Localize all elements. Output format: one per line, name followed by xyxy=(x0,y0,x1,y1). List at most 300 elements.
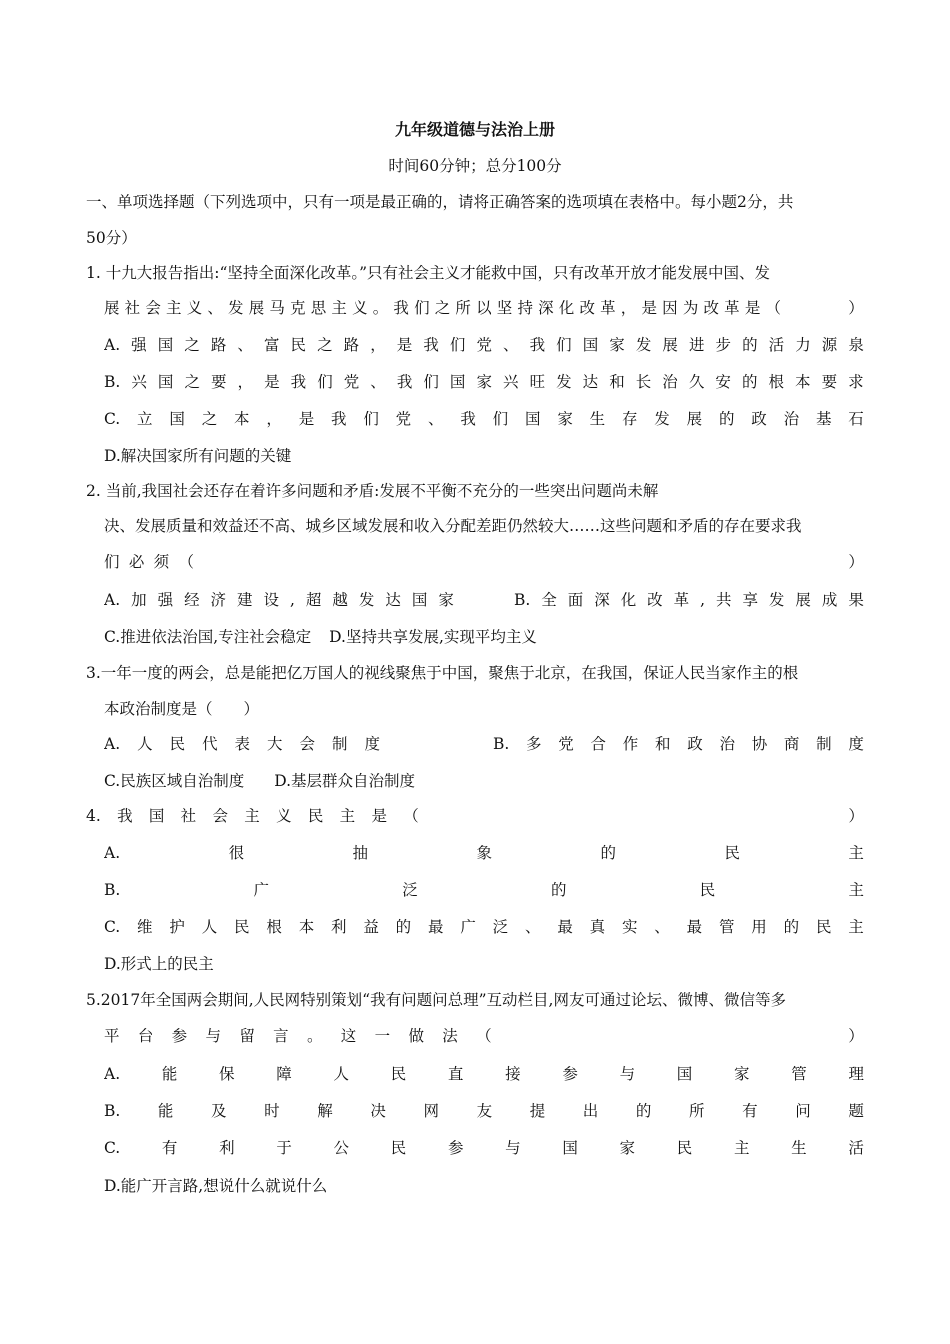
glyph: 强 xyxy=(157,591,174,609)
glyph: 发 xyxy=(228,299,244,317)
glyph: 、 xyxy=(524,918,541,936)
glyph: 们 xyxy=(556,336,572,354)
glyph: 主 xyxy=(848,881,864,899)
glyph xyxy=(594,806,610,826)
glyph: 作 xyxy=(622,735,639,753)
glyph: 这 xyxy=(340,1027,357,1045)
question-4-option-c xyxy=(104,917,864,937)
glyph: （ xyxy=(476,1027,492,1045)
glyph xyxy=(203,552,219,572)
glyph xyxy=(749,552,765,572)
glyph: 要 xyxy=(211,373,227,391)
glyph xyxy=(501,552,517,572)
glyph: 的 xyxy=(551,881,567,899)
glyph: 国 xyxy=(524,410,541,428)
glyph: 展 xyxy=(686,410,703,428)
glyph: 治 xyxy=(662,373,678,391)
glyph: 发 xyxy=(635,336,652,354)
glyph: 我 xyxy=(460,410,476,428)
glyph: 人 xyxy=(333,1065,349,1083)
question-3-option-b xyxy=(493,734,864,754)
glyph: 久 xyxy=(688,373,705,391)
glyph: 是 xyxy=(641,299,657,317)
glyph xyxy=(828,298,844,318)
glyph xyxy=(352,552,368,572)
glyph: ， xyxy=(266,410,282,428)
glyph xyxy=(774,552,790,572)
glyph xyxy=(724,552,740,572)
glyph xyxy=(551,552,567,572)
glyph: 义 xyxy=(186,299,203,317)
glyph: B. xyxy=(493,735,510,753)
glyph: 抽 xyxy=(352,844,369,862)
glyph: 理 xyxy=(848,1065,864,1083)
glyph: 是 xyxy=(744,299,761,317)
section-heading: 一、单项选择题（下列选项中，只有一项是最正确的，请将正确答案的选项填在表格中。每小题2分，共 xyxy=(86,193,794,211)
glyph: 及 xyxy=(211,1102,227,1120)
glyph: , xyxy=(700,591,706,609)
glyph xyxy=(807,298,823,318)
glyph: 友 xyxy=(476,1102,493,1120)
glyph: 会 xyxy=(212,807,228,825)
glyph: 时 xyxy=(264,1102,280,1120)
glyph: ） xyxy=(848,807,864,825)
glyph: 能 xyxy=(157,1102,174,1120)
glyph: 化 xyxy=(558,299,575,317)
glyph: 主 xyxy=(166,299,182,317)
glyph: 管 xyxy=(718,918,735,936)
glyph: , xyxy=(290,591,295,609)
glyph: 民 xyxy=(390,1139,407,1157)
glyph: 会 xyxy=(299,735,316,753)
glyph: 和 xyxy=(654,735,671,753)
glyph: 泛 xyxy=(492,918,509,936)
glyph: 改 xyxy=(579,299,595,317)
question-1-option-d: D.解决国家所有问题的关键 xyxy=(104,447,292,465)
glyph: 与 xyxy=(619,1065,636,1083)
glyph: 生 xyxy=(589,410,606,428)
glyph: 以 xyxy=(476,299,492,317)
glyph: 于 xyxy=(276,1139,292,1157)
glyph: 泉 xyxy=(848,336,864,354)
glyph xyxy=(675,552,691,572)
exam-info: 时间60分钟；总分100分 xyxy=(388,157,562,175)
glyph: 我 xyxy=(423,336,439,354)
glyph: 的 xyxy=(635,1102,652,1120)
glyph: 度 xyxy=(364,735,380,753)
glyph: 参 xyxy=(562,1065,578,1083)
glyph: 达 xyxy=(385,591,401,609)
glyph xyxy=(626,806,642,826)
glyph: 有 xyxy=(742,1102,758,1120)
glyph: 之 xyxy=(201,410,218,428)
glyph: 设 xyxy=(263,591,280,609)
glyph: 共 xyxy=(715,591,732,609)
glyph: 面 xyxy=(567,591,584,609)
glyph: ， xyxy=(237,373,254,391)
glyph: 的 xyxy=(783,918,800,936)
glyph: 所 xyxy=(689,1102,705,1120)
question-5-option-b xyxy=(104,1101,864,1121)
glyph xyxy=(530,806,546,826)
glyph: 国 xyxy=(676,1065,693,1083)
glyph: 主 xyxy=(331,299,347,317)
glyph: 思 xyxy=(310,299,327,317)
glyph: 治 xyxy=(719,735,735,753)
section-heading-cont: 50分） xyxy=(86,229,137,247)
glyph: 我 xyxy=(529,336,546,354)
glyph: 石 xyxy=(848,410,864,428)
glyph: 改 xyxy=(647,591,663,609)
glyph: 一 xyxy=(374,1027,391,1045)
glyph: 之 xyxy=(434,299,451,317)
question-1-option-b xyxy=(104,372,864,392)
glyph: 广 xyxy=(460,918,476,936)
glyph: 因 xyxy=(662,299,678,317)
glyph: 革 xyxy=(600,299,616,317)
glyph xyxy=(402,552,418,572)
glyph: A. xyxy=(104,336,121,354)
glyph: 会 xyxy=(145,299,161,317)
glyph: 发 xyxy=(556,373,572,391)
glyph: 须 xyxy=(153,553,170,571)
glyph xyxy=(799,552,815,572)
glyph xyxy=(753,806,769,826)
glyph: ） xyxy=(848,299,864,317)
glyph xyxy=(451,552,467,572)
question-2-option-b xyxy=(514,590,864,610)
glyph xyxy=(578,1026,594,1046)
glyph: 建 xyxy=(237,591,253,609)
glyph: 制 xyxy=(816,735,832,753)
glyph: 享 xyxy=(742,591,758,609)
glyph: 利 xyxy=(219,1139,235,1157)
glyph: 之 xyxy=(184,373,200,391)
question-4-option-d: D.形式上的民主 xyxy=(104,955,214,973)
glyph: 民 xyxy=(815,918,832,936)
glyph: 达 xyxy=(582,373,599,391)
glyph: 进 xyxy=(688,336,705,354)
glyph: 是 xyxy=(264,373,280,391)
glyph: 家 xyxy=(438,591,454,609)
glyph xyxy=(747,1026,763,1046)
question-2-options-row1 xyxy=(104,590,864,610)
glyph: 立 xyxy=(137,410,153,428)
glyph: A. xyxy=(104,591,121,609)
glyph: 的 xyxy=(600,844,616,862)
glyph: 路 xyxy=(210,336,227,354)
question-1-option-c xyxy=(104,409,864,429)
glyph: 治 xyxy=(783,410,800,428)
glyph: 是 xyxy=(298,410,315,428)
glyph: 平 xyxy=(104,1027,120,1045)
glyph: 、 xyxy=(654,918,670,936)
glyph: 很 xyxy=(228,844,245,862)
glyph: 们 xyxy=(414,299,430,317)
glyph: 发 xyxy=(358,591,375,609)
glyph: 的 xyxy=(395,918,412,936)
glyph xyxy=(499,806,515,826)
glyph: 多 xyxy=(526,735,542,753)
glyph: 国 xyxy=(411,591,428,609)
glyph: 制 xyxy=(332,735,348,753)
glyph: 加 xyxy=(131,591,147,609)
glyph: 步 xyxy=(715,336,732,354)
glyph: 我 xyxy=(331,410,347,428)
glyph: 民 xyxy=(724,844,740,862)
glyph xyxy=(510,1026,526,1046)
glyph: 持 xyxy=(517,299,533,317)
glyph: 问 xyxy=(795,1102,811,1120)
question-3-option-d: D.基层群众自治制度 xyxy=(274,772,416,790)
glyph: 我 xyxy=(290,373,307,391)
glyph: 路 xyxy=(343,336,360,354)
question-2-stem: 2. 当前,我国社会还存在着许多问题和矛盾:发展不平衡不充分的一些突出问题尚未解 xyxy=(86,482,659,500)
question-2-options-row2 xyxy=(104,627,864,647)
glyph: 广 xyxy=(253,881,270,899)
glyph: 根 xyxy=(768,373,784,391)
question-3-stem-cont: 本政治制度是（ ） xyxy=(104,700,260,718)
glyph: 象 xyxy=(476,844,493,862)
glyph: 台 xyxy=(137,1027,154,1045)
glyph: 超 xyxy=(305,591,322,609)
question-1-stem-cont xyxy=(104,298,864,318)
glyph xyxy=(679,1026,695,1046)
glyph: 4. xyxy=(86,807,101,825)
glyph: 是 xyxy=(396,336,413,354)
glyph: 成 xyxy=(821,591,838,609)
glyph xyxy=(814,1026,830,1046)
glyph: 主 xyxy=(848,844,864,862)
glyph xyxy=(600,552,616,572)
glyph: C. xyxy=(104,918,121,936)
glyph: 生 xyxy=(791,1139,807,1157)
glyph: 国 xyxy=(169,410,185,428)
glyph: 为 xyxy=(682,299,699,317)
glyph: 马 xyxy=(269,299,285,317)
glyph: 本 xyxy=(795,373,811,391)
question-4-option-b xyxy=(104,880,864,900)
glyph: 化 xyxy=(620,591,637,609)
glyph: 富 xyxy=(263,336,280,354)
glyph: 家 xyxy=(619,1139,636,1157)
glyph: 益 xyxy=(363,918,379,936)
glyph: 主 xyxy=(339,807,356,825)
glyph: 政 xyxy=(687,735,703,753)
question-5-stem-cont xyxy=(104,1026,864,1046)
glyph: 深 xyxy=(594,591,610,609)
glyph xyxy=(377,552,393,572)
glyph: 民 xyxy=(169,735,186,753)
glyph: 们 xyxy=(363,410,379,428)
glyph: 民 xyxy=(234,918,250,936)
glyph: 度 xyxy=(848,735,864,753)
glyph xyxy=(700,552,716,572)
glyph: 存 xyxy=(621,410,638,428)
question-3-option-c: C.民族区域自治制度 xyxy=(104,772,245,790)
glyph: 出 xyxy=(582,1102,599,1120)
glyph: （ xyxy=(765,299,782,317)
glyph: （ xyxy=(403,807,419,825)
glyph: 、 xyxy=(237,336,253,354)
glyph: 、 xyxy=(503,336,519,354)
glyph: 保 xyxy=(219,1065,235,1083)
glyph: A. xyxy=(104,1065,121,1083)
glyph: 必 xyxy=(128,553,145,571)
glyph xyxy=(785,806,801,826)
glyph: 商 xyxy=(783,735,800,753)
glyph: 主 xyxy=(848,918,864,936)
glyph xyxy=(611,1026,627,1046)
glyph: 参 xyxy=(447,1139,464,1157)
glyph: 利 xyxy=(331,918,347,936)
glyph: 和 xyxy=(609,373,625,391)
question-3-stem: 3.一年一度的两会，总是能把亿万国人的视线聚焦于中国，聚焦于北京，在我国，保证人民当家作主的根 xyxy=(86,664,799,682)
glyph: 协 xyxy=(751,735,768,753)
question-1-option-a xyxy=(104,335,864,355)
glyph: 。 xyxy=(372,299,389,317)
glyph xyxy=(817,806,833,826)
glyph xyxy=(228,552,244,572)
glyph: 泛 xyxy=(402,881,418,899)
glyph: 展 xyxy=(662,336,678,354)
glyph: 党 xyxy=(476,336,492,354)
glyph: B. xyxy=(104,881,121,899)
glyph: 我 xyxy=(393,299,409,317)
glyph: 题 xyxy=(848,1102,864,1120)
glyph: 网 xyxy=(423,1102,439,1120)
glyph: 的 xyxy=(742,336,758,354)
glyph xyxy=(278,552,294,572)
glyph: 党 xyxy=(558,735,574,753)
glyph: 义 xyxy=(352,299,368,317)
glyph: 求 xyxy=(848,373,864,391)
glyph: 安 xyxy=(715,373,731,391)
glyph xyxy=(476,552,492,572)
glyph: 展 xyxy=(248,299,265,317)
glyph: 之 xyxy=(317,336,333,354)
glyph: 解 xyxy=(317,1102,333,1120)
glyph: 代 xyxy=(202,735,218,753)
glyph: A. xyxy=(104,735,121,753)
glyph: 是 xyxy=(371,807,387,825)
glyph: 与 xyxy=(505,1139,521,1157)
glyph xyxy=(625,552,641,572)
glyph: 能 xyxy=(161,1065,178,1083)
glyph: 做 xyxy=(408,1027,424,1045)
glyph: B. xyxy=(104,373,121,391)
glyph: 所 xyxy=(455,299,471,317)
glyph: 有 xyxy=(161,1139,178,1157)
glyph: 合 xyxy=(590,735,607,753)
glyph xyxy=(303,552,319,572)
glyph xyxy=(781,1026,797,1046)
glyph xyxy=(467,806,483,826)
glyph: 克 xyxy=(290,299,306,317)
glyph: 国 xyxy=(157,336,174,354)
glyph: C. xyxy=(104,1139,121,1157)
glyph: 革 xyxy=(673,591,690,609)
glyph xyxy=(824,552,840,572)
glyph: 民 xyxy=(290,336,307,354)
glyph xyxy=(327,552,343,572)
glyph: 法 xyxy=(442,1027,458,1045)
question-2-option-a xyxy=(104,590,454,610)
glyph: C. xyxy=(104,410,121,428)
glyph: A. xyxy=(104,844,121,862)
glyph: 经 xyxy=(184,591,200,609)
glyph xyxy=(575,552,591,572)
glyph: 接 xyxy=(505,1065,521,1083)
glyph: 们 xyxy=(104,553,120,571)
glyph: 义 xyxy=(276,807,292,825)
page-title: 九年级道德与法治上册 xyxy=(394,120,555,139)
glyph: 社 xyxy=(124,299,141,317)
glyph: 言 xyxy=(273,1027,289,1045)
glyph: B. xyxy=(514,591,531,609)
glyph: 民 xyxy=(699,881,716,899)
question-5-option-d: D.能广开言路,想说什么就说什么 xyxy=(104,1177,328,1195)
glyph: 活 xyxy=(768,336,785,354)
glyph: 国 xyxy=(157,373,174,391)
question-5-option-c xyxy=(104,1138,864,1158)
glyph: 基 xyxy=(815,410,832,428)
glyph: 们 xyxy=(317,373,333,391)
question-1-stem: 1. 十九大报告指出:“坚持全面深化改革。”只有社会主义才能救中国，只有改革开放才能发展中国、发 xyxy=(86,264,771,282)
glyph: 们 xyxy=(423,373,439,391)
glyph xyxy=(526,552,542,572)
question-3-options-row1 xyxy=(104,734,864,754)
glyph: 、 xyxy=(207,299,223,317)
glyph: 留 xyxy=(239,1027,255,1045)
glyph: 国 xyxy=(148,807,165,825)
glyph: 。 xyxy=(306,1027,323,1045)
glyph xyxy=(427,552,443,572)
question-3-option-a xyxy=(104,734,380,754)
glyph: 家 xyxy=(476,373,492,391)
glyph: 最 xyxy=(686,918,703,936)
glyph: 最 xyxy=(557,918,573,936)
glyph: 长 xyxy=(635,373,652,391)
glyph: 党 xyxy=(343,373,360,391)
glyph: 强 xyxy=(131,336,147,354)
glyph: （ xyxy=(178,553,194,571)
glyph: 我 xyxy=(117,807,133,825)
glyph: 决 xyxy=(370,1102,386,1120)
glyph: 提 xyxy=(529,1102,546,1120)
glyph: 民 xyxy=(390,1065,407,1083)
glyph: 的 xyxy=(741,373,758,391)
question-2-stem-cont2 xyxy=(104,552,864,572)
glyph: 之 xyxy=(184,336,200,354)
glyph: 改 xyxy=(703,299,719,317)
glyph: 党 xyxy=(395,410,412,428)
question-4-option-a xyxy=(104,843,864,863)
glyph: 家 xyxy=(557,410,573,428)
glyph xyxy=(650,552,666,572)
glyph xyxy=(713,1026,729,1046)
glyph: 发 xyxy=(654,410,670,428)
glyph: 国 xyxy=(582,336,599,354)
glyph: 源 xyxy=(821,336,838,354)
glyph: 兴 xyxy=(131,373,147,391)
glyph: 兴 xyxy=(503,373,519,391)
glyph: 真 xyxy=(589,918,606,936)
glyph xyxy=(253,552,269,572)
glyph: 社 xyxy=(180,807,197,825)
glyph: 果 xyxy=(848,591,864,609)
glyph: 全 xyxy=(541,591,557,609)
